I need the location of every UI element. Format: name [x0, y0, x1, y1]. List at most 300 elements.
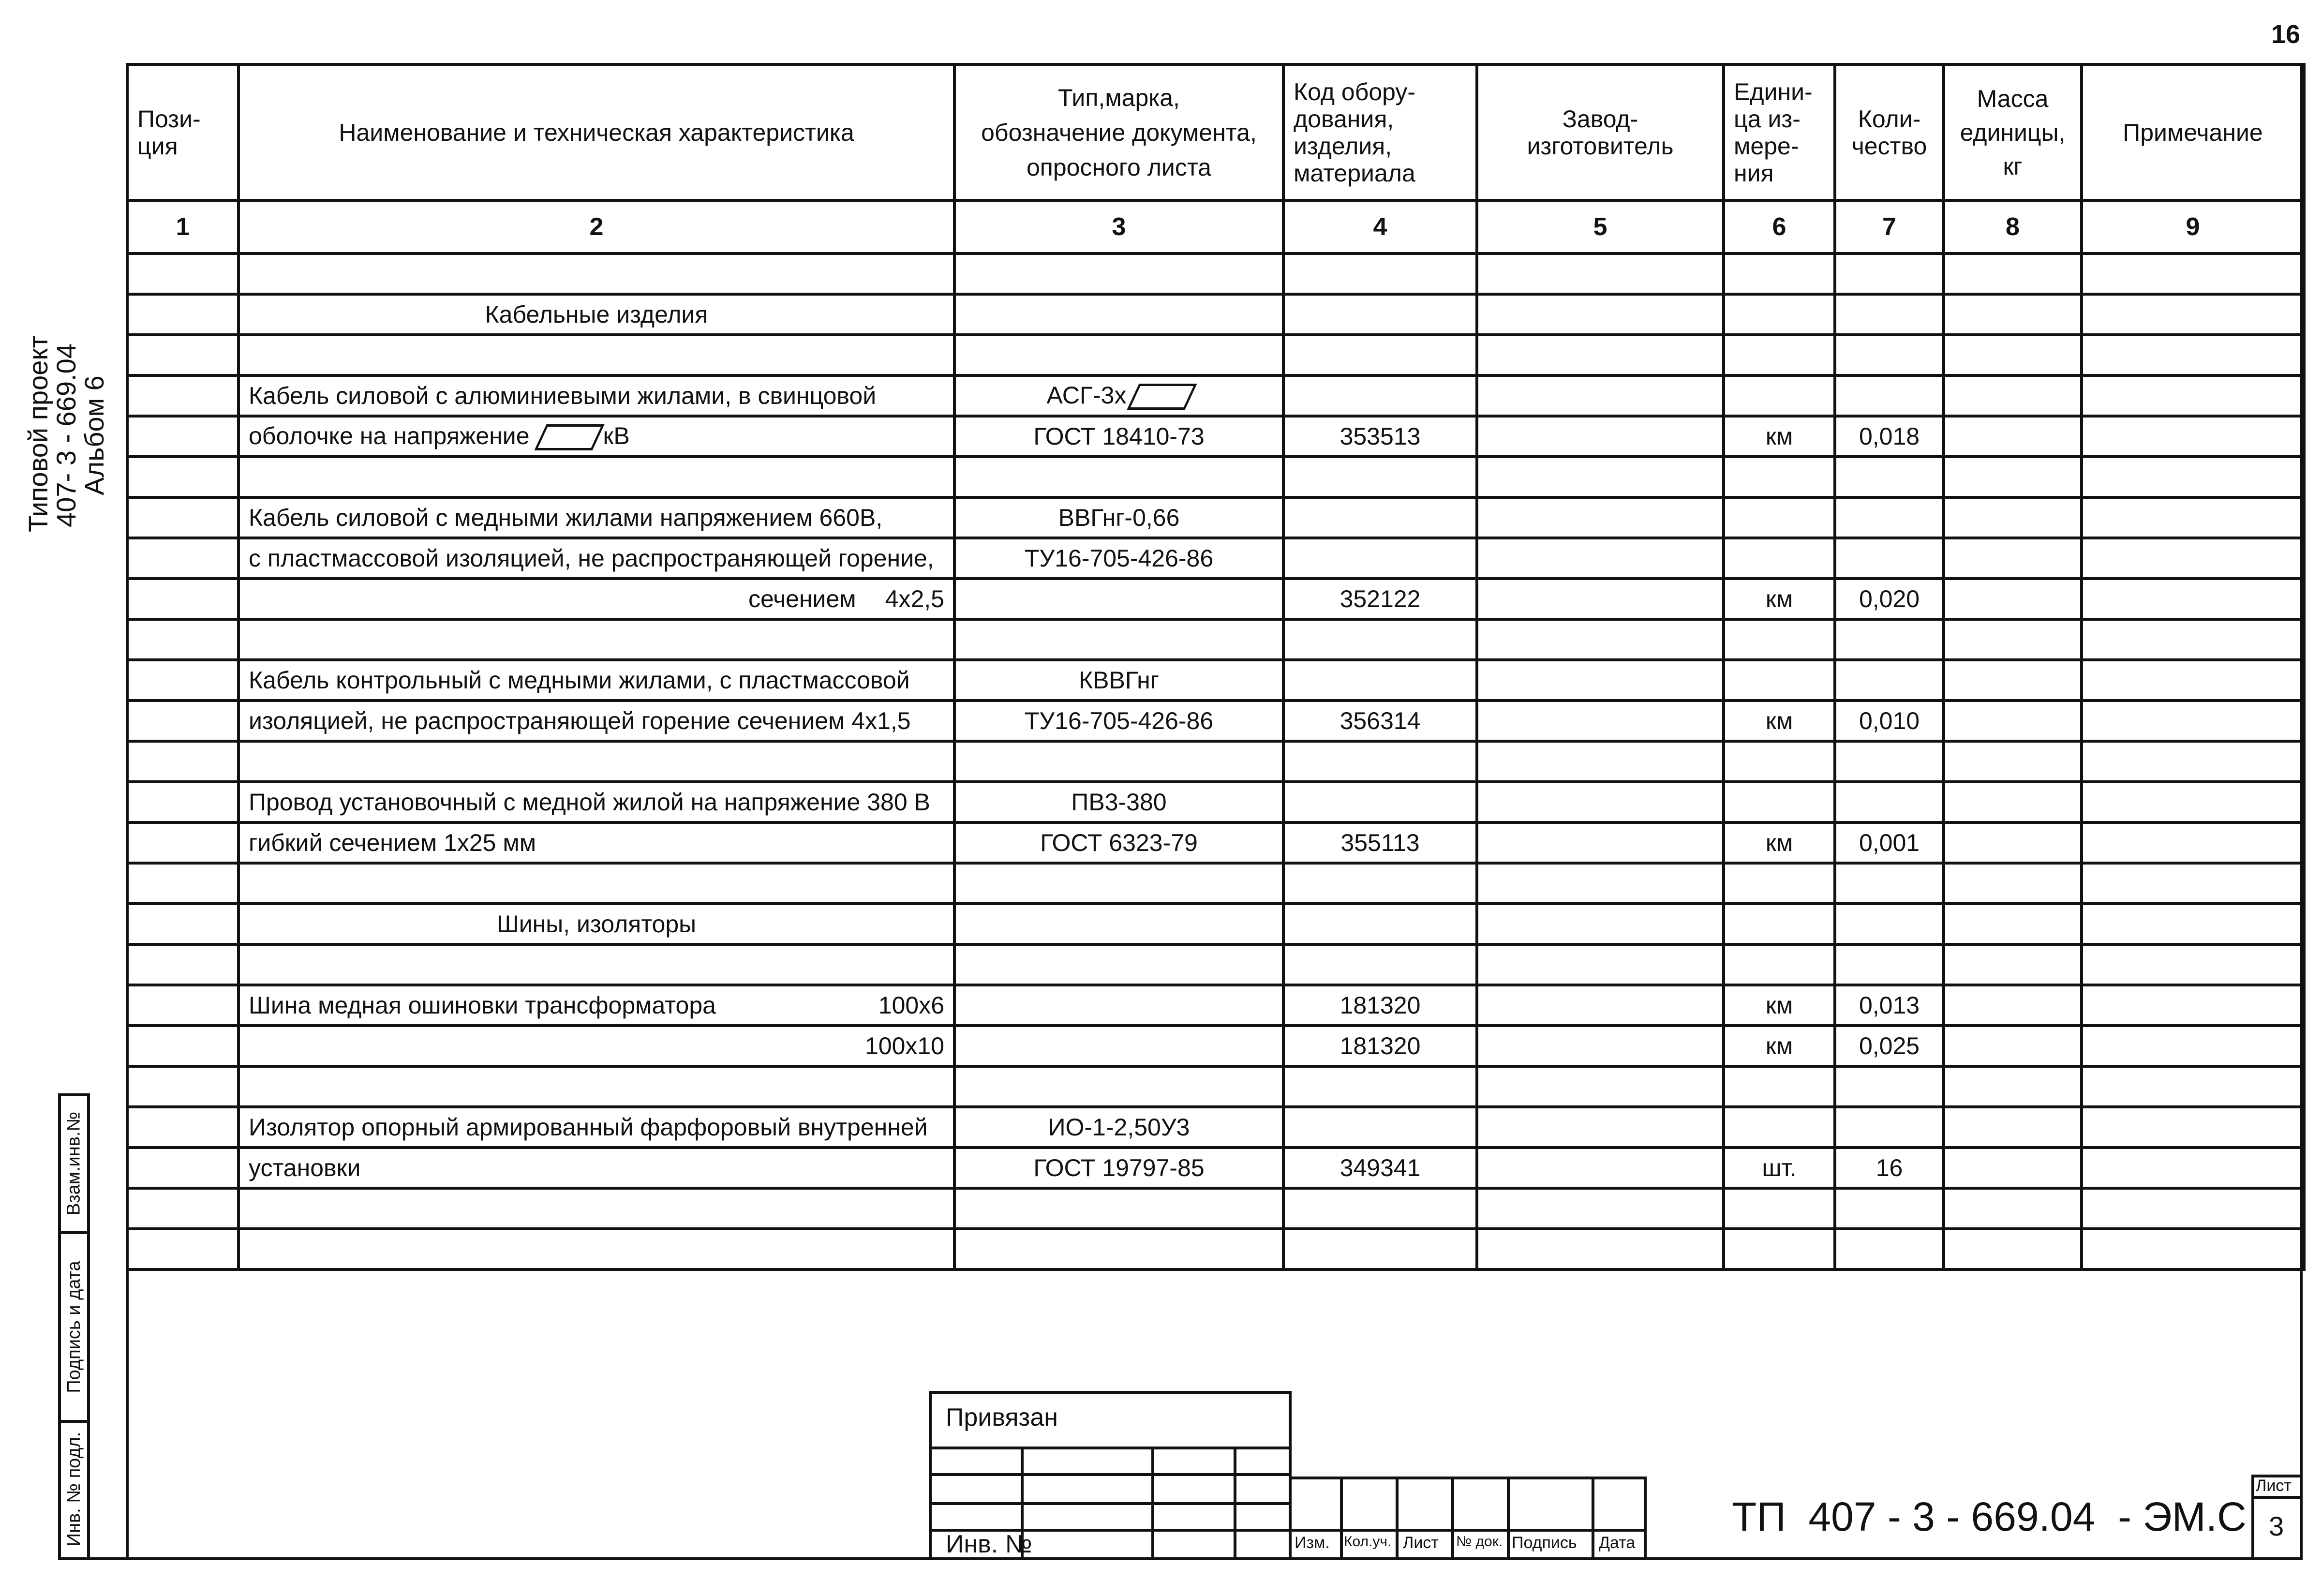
cell-plant: [1477, 741, 1724, 782]
stamp-vzam-inv: Взам.инв.№: [63, 1111, 84, 1216]
table-row: [127, 1229, 2304, 1269]
cell-name-main: Кабель силовой с алюминиевыми жилами, в свинцовой: [249, 382, 877, 409]
table-row: [127, 335, 2304, 375]
cell-mass: [1944, 619, 2082, 660]
cell-unit: [1724, 782, 1835, 822]
table-row: [127, 619, 2304, 660]
cell-type: [954, 944, 1283, 985]
cell-plant: [1477, 619, 1724, 660]
cell-note: [2082, 579, 2304, 619]
cell-position: [127, 863, 238, 904]
cell-qty: 0,013: [1835, 985, 1944, 1026]
cell-mass: [1944, 822, 2082, 863]
cell-code: [1283, 457, 1477, 497]
cell-qty: 0,020: [1835, 579, 1944, 619]
cell-unit: [1724, 1066, 1835, 1107]
cell-type-text: ТУ16-705-426-86: [1024, 707, 1214, 734]
cell-type-text: ГОСТ 6323-79: [1040, 829, 1198, 856]
cell-plant: [1477, 457, 1724, 497]
stamp-inv-podl: Инв. № подл.: [64, 1432, 84, 1547]
cell-note: [2082, 416, 2304, 457]
table-row: [127, 944, 2304, 985]
cell-unit: [1724, 375, 1835, 416]
inv-no-label: Инв. №: [946, 1530, 1032, 1558]
cell-name: [238, 254, 954, 294]
cell-position: [127, 660, 238, 701]
cell-note: [2082, 619, 2304, 660]
col-header-qty: Коли- чество: [1835, 64, 1944, 200]
cell-name: [238, 1107, 954, 1148]
col-header-plant: Завод- изготовитель: [1477, 64, 1724, 200]
cell-type: [954, 701, 1283, 741]
table-row: [127, 863, 2304, 904]
cell-name: [238, 701, 954, 741]
col-header-mass: Масса единицы, кг: [1944, 64, 2082, 200]
cell-name-main: с пластмассовой изоляцией, не распространяющей горение,: [249, 545, 934, 572]
cell-name: [238, 1066, 954, 1107]
col-num-1: 1: [127, 200, 238, 254]
cell-qty: [1835, 294, 1944, 335]
cell-mass: [1944, 701, 2082, 741]
cell-note: [2082, 904, 2304, 944]
cell-plant: [1477, 822, 1724, 863]
cell-code: [1283, 1066, 1477, 1107]
cell-plant: [1477, 416, 1724, 457]
cell-note: [2082, 1026, 2304, 1066]
cell-type: [954, 1188, 1283, 1229]
cell-code: [1283, 254, 1477, 294]
cell-position: [127, 904, 238, 944]
change-col-list: Лист: [1403, 1534, 1439, 1552]
change-col-data: Дата: [1599, 1534, 1636, 1552]
cell-plant: [1477, 579, 1724, 619]
cell-type: [954, 335, 1283, 375]
table-row: [127, 497, 2304, 538]
cell-plant: [1477, 985, 1724, 1026]
table-row: [127, 660, 2304, 701]
cell-note: [2082, 782, 2304, 822]
cell-type: [954, 538, 1283, 579]
cell-qty: 0,001: [1835, 822, 1944, 863]
col-header-name: Наименование и техническая характеристика: [238, 64, 954, 200]
cell-mass: [1944, 294, 2082, 335]
cell-qty: [1835, 1107, 1944, 1148]
cell-name-main: Шина медная ошиновки трансформатора: [249, 992, 716, 1019]
cell-mass: [1944, 1229, 2082, 1269]
cell-name-main: изоляцией, не распространяющей горение сечением 4х1,5: [249, 707, 911, 734]
cell-name: [238, 782, 954, 822]
cell-mass: [1944, 416, 2082, 457]
cell-qty: [1835, 457, 1944, 497]
cell-code: 181320: [1283, 985, 1477, 1026]
cell-type-text: ГОСТ 19797-85: [1033, 1154, 1205, 1181]
cell-position: [127, 1188, 238, 1229]
cell-qty: [1835, 538, 1944, 579]
table-row: [127, 294, 2304, 335]
cell-code: [1283, 944, 1477, 985]
cell-mass: [1944, 1026, 2082, 1066]
cell-qty: [1835, 1066, 1944, 1107]
cell-qty: [1835, 944, 1944, 985]
cell-type-text: ТУ16-705-426-86: [1024, 545, 1214, 572]
col-header-code: Код обору- дования, изделия, материала: [1283, 64, 1477, 200]
cell-unit: [1724, 254, 1835, 294]
table-row: [127, 457, 2304, 497]
cell-name: [238, 1188, 954, 1229]
cell-mass: [1944, 660, 2082, 701]
cell-type-text: КВВГнг: [1079, 667, 1159, 694]
cell-note: [2082, 254, 2304, 294]
cell-code: 352122: [1283, 579, 1477, 619]
col-num-2: 2: [238, 200, 954, 254]
cell-type: [954, 863, 1283, 904]
cell-qty: 0,010: [1835, 701, 1944, 741]
cell-type-text: ПВ3-380: [1071, 789, 1167, 816]
cell-plant: [1477, 904, 1724, 944]
change-col-koluch: Кол.уч.: [1344, 1534, 1392, 1550]
cell-mass: [1944, 375, 2082, 416]
table-row: [127, 904, 2304, 944]
cell-name-suffix: кВ: [603, 422, 630, 449]
document-designation: ТП 407 - 3 - 669.04 - ЭМ.С: [1732, 1494, 2247, 1539]
cell-position: [127, 944, 238, 985]
cell-type: [954, 416, 1283, 457]
cell-name-main: Кабель силовой с медными жилами напряжением 660В,: [249, 504, 883, 531]
cell-code: 353513: [1283, 416, 1477, 457]
cell-mass: [1944, 904, 2082, 944]
cell-unit: шт.: [1724, 1148, 1835, 1188]
cell-position: [127, 254, 238, 294]
cell-code: [1283, 538, 1477, 579]
cell-unit: км: [1724, 822, 1835, 863]
cell-name-suffix: 100х6: [878, 992, 944, 1019]
cell-name: [238, 375, 954, 416]
cell-plant: [1477, 1066, 1724, 1107]
side-title-line-1: Типовой проект: [23, 335, 53, 532]
table-row: [127, 1026, 2304, 1066]
table-row: [127, 701, 2304, 741]
cell-position: [127, 538, 238, 579]
cell-type-text: ВВГнг-0,66: [1058, 504, 1180, 531]
cell-type: [954, 741, 1283, 782]
cell-unit: км: [1724, 579, 1835, 619]
cell-plant: [1477, 1026, 1724, 1066]
table-row: [127, 1188, 2304, 1229]
cell-position: [127, 457, 238, 497]
cell-type: [954, 1026, 1283, 1066]
cell-unit: км: [1724, 1026, 1835, 1066]
cell-position: [127, 1229, 238, 1269]
cell-mass: [1944, 335, 2082, 375]
cell-unit: [1724, 294, 1835, 335]
cell-position: [127, 375, 238, 416]
cell-position: [127, 1148, 238, 1188]
cell-unit: [1724, 335, 1835, 375]
col-header-pos: Пози- ция: [127, 64, 238, 200]
table-row: [127, 416, 2304, 457]
cell-code: [1283, 335, 1477, 375]
cell-type: [954, 1107, 1283, 1148]
cell-name-main: Кабель контрольный с медными жилами, с пластмассовой: [249, 667, 910, 694]
col-header-type: Тип,марка, обозначение документа, опросного листа: [954, 64, 1283, 200]
cell-type: [954, 294, 1283, 335]
cell-note: [2082, 1229, 2304, 1269]
cell-name: [238, 619, 954, 660]
cell-position: [127, 497, 238, 538]
cell-type: [954, 619, 1283, 660]
cell-note: [2082, 538, 2304, 579]
cell-qty: [1835, 660, 1944, 701]
cell-name-main: оболочке на напряжение: [249, 422, 530, 449]
cell-note: [2082, 1066, 2304, 1107]
sheet-label: Лист: [2256, 1477, 2292, 1495]
cell-type: [954, 375, 1283, 416]
cell-mass: [1944, 1066, 2082, 1107]
cell-mass: [1944, 1148, 2082, 1188]
cell-unit: [1724, 497, 1835, 538]
cell-qty: [1835, 375, 1944, 416]
cell-unit: [1724, 538, 1835, 579]
cell-plant: [1477, 1148, 1724, 1188]
cell-code: [1283, 863, 1477, 904]
cell-code: [1283, 782, 1477, 822]
cell-note: [2082, 660, 2304, 701]
cell-unit: км: [1724, 985, 1835, 1026]
cell-name: [238, 660, 954, 701]
cell-plant: [1477, 335, 1724, 375]
cell-position: [127, 1066, 238, 1107]
table-row: [127, 822, 2304, 863]
change-col-ndok: № док.: [1456, 1534, 1503, 1550]
change-col-izm: Изм.: [1295, 1534, 1330, 1552]
cell-type-text: АСГ-3х: [1046, 381, 1127, 409]
side-title-line-3: Альбом 6: [79, 375, 109, 495]
side-project-title: [23, 335, 111, 532]
cell-position: [127, 335, 238, 375]
cell-name: [238, 497, 954, 538]
page-number: 16: [2271, 20, 2300, 49]
cell-position: [127, 579, 238, 619]
table-row: [127, 1148, 2304, 1188]
cell-plant: [1477, 701, 1724, 741]
cell-code: 181320: [1283, 1026, 1477, 1066]
cell-note: [2082, 863, 2304, 904]
col-num-6: 6: [1724, 200, 1835, 254]
cell-note: [2082, 497, 2304, 538]
cell-qty: [1835, 335, 1944, 375]
cell-qty: [1835, 497, 1944, 538]
cell-code: [1283, 1107, 1477, 1148]
cell-qty: [1835, 619, 1944, 660]
cell-name: [238, 1229, 954, 1269]
cell-position: [127, 822, 238, 863]
cell-type: [954, 782, 1283, 822]
table-row: [127, 538, 2304, 579]
table-row: [127, 1107, 2304, 1148]
privyazan-label: Привязан: [946, 1403, 1058, 1432]
cell-name: [238, 335, 954, 375]
cell-plant: [1477, 497, 1724, 538]
cell-plant: [1477, 254, 1724, 294]
cell-unit: км: [1724, 701, 1835, 741]
cell-name: [238, 944, 954, 985]
col-num-5: 5: [1477, 200, 1724, 254]
cell-name-main: установки: [249, 1154, 361, 1181]
cell-code: [1283, 741, 1477, 782]
col-num-4: 4: [1283, 200, 1477, 254]
cell-position: [127, 985, 238, 1026]
cell-name-main: Изолятор опорный армированный фарфоровый внутренней: [249, 1114, 928, 1141]
cell-note: [2082, 294, 2304, 335]
cell-unit: [1724, 1229, 1835, 1269]
cell-code: 349341: [1283, 1148, 1477, 1188]
cell-name: [238, 822, 954, 863]
specification-table: [126, 63, 2306, 1271]
cell-name-main: Провод установочный с медной жилой на напряжение 380 В: [249, 789, 930, 816]
cell-name: [238, 457, 954, 497]
cell-name-main: гибкий сечением 1х25 мм: [249, 829, 536, 856]
cell-mass: [1944, 579, 2082, 619]
cell-plant: [1477, 863, 1724, 904]
change-col-podpis: Подпись: [1512, 1534, 1577, 1552]
cell-mass: [1944, 497, 2082, 538]
blank-section-field: [1127, 384, 1197, 410]
cell-unit: [1724, 944, 1835, 985]
cell-note: [2082, 1188, 2304, 1229]
cell-type: [954, 579, 1283, 619]
cell-type: [954, 1148, 1283, 1188]
cell-position: [127, 782, 238, 822]
cell-note: [2082, 944, 2304, 985]
cell-note: [2082, 822, 2304, 863]
cell-note: [2082, 375, 2304, 416]
cell-note: [2082, 985, 2304, 1026]
cell-qty: [1835, 254, 1944, 294]
cell-unit: [1724, 863, 1835, 904]
cell-note: [2082, 741, 2304, 782]
column-number-row: [127, 200, 2304, 254]
cell-qty: [1835, 741, 1944, 782]
cell-qty: [1835, 1229, 1944, 1269]
cell-code: 355113: [1283, 822, 1477, 863]
cell-mass: [1944, 741, 2082, 782]
cell-qty: 0,025: [1835, 1026, 1944, 1066]
cell-note: [2082, 335, 2304, 375]
cell-note: [2082, 1148, 2304, 1188]
cell-name: [238, 985, 954, 1026]
cell-qty: 16: [1835, 1148, 1944, 1188]
cell-name: [238, 579, 954, 619]
cell-type: [954, 497, 1283, 538]
cell-name: [238, 1148, 954, 1188]
cell-type: [954, 254, 1283, 294]
cell-note: [2082, 1107, 2304, 1148]
cell-position: [127, 294, 238, 335]
header-row: [127, 64, 2304, 200]
cell-unit: [1724, 741, 1835, 782]
cell-type-text: ИО-1-2,50У3: [1048, 1114, 1190, 1141]
cell-code: [1283, 497, 1477, 538]
cell-mass: [1944, 1107, 2082, 1148]
cell-plant: [1477, 782, 1724, 822]
table-row: [127, 254, 2304, 294]
cell-name: Кабельные изделия: [238, 294, 954, 335]
cell-mass: [1944, 457, 2082, 497]
cell-type: [954, 660, 1283, 701]
cell-plant: [1477, 1229, 1724, 1269]
cell-unit: [1724, 660, 1835, 701]
cell-code: [1283, 904, 1477, 944]
cell-mass: [1944, 863, 2082, 904]
cell-code: [1283, 619, 1477, 660]
cell-position: [127, 619, 238, 660]
cell-position: [127, 741, 238, 782]
cell-unit: [1724, 1188, 1835, 1229]
cell-unit: [1724, 619, 1835, 660]
cell-name: [238, 863, 954, 904]
cell-qty: [1835, 1188, 1944, 1229]
cell-note: [2082, 457, 2304, 497]
cell-plant: [1477, 294, 1724, 335]
col-num-3: 3: [954, 200, 1283, 254]
cell-code: [1283, 1229, 1477, 1269]
cell-code: [1283, 294, 1477, 335]
table-row: [127, 579, 2304, 619]
cell-name-suffix: 4х2,5: [885, 585, 944, 612]
side-title-line-2: 407- 3 - 669.04: [51, 343, 81, 527]
cell-mass: [1944, 985, 2082, 1026]
cell-name: [238, 416, 954, 457]
cell-name-main: сечением: [748, 585, 856, 612]
cell-position: [127, 1107, 238, 1148]
cell-mass: [1944, 944, 2082, 985]
cell-type: [954, 985, 1283, 1026]
cell-unit: км: [1724, 416, 1835, 457]
table-row: [127, 782, 2304, 822]
cell-position: [127, 701, 238, 741]
cell-type: [954, 904, 1283, 944]
cell-mass: [1944, 1188, 2082, 1229]
col-num-9: 9: [2082, 200, 2304, 254]
cell-code: [1283, 1188, 1477, 1229]
cell-type: [954, 1066, 1283, 1107]
cell-type: [954, 822, 1283, 863]
cell-note: [2082, 701, 2304, 741]
cell-plant: [1477, 660, 1724, 701]
cell-position: [127, 1026, 238, 1066]
cell-plant: [1477, 944, 1724, 985]
blank-voltage-field: [534, 424, 604, 450]
cell-name: [238, 741, 954, 782]
cell-plant: [1477, 1188, 1724, 1229]
cell-name: [238, 538, 954, 579]
col-header-note: Примечание: [2082, 64, 2304, 200]
cell-position: [127, 416, 238, 457]
cell-name-suffix: 100х10: [864, 1032, 944, 1059]
sheet-number: 3: [2269, 1511, 2284, 1541]
table-row: [127, 985, 2304, 1026]
cell-type-text: ГОСТ 18410-73: [1033, 423, 1205, 450]
cell-type: [954, 1229, 1283, 1269]
cell-mass: [1944, 254, 2082, 294]
cell-plant: [1477, 1107, 1724, 1148]
cell-type: [954, 457, 1283, 497]
cell-code: 356314: [1283, 701, 1477, 741]
cell-qty: 0,018: [1835, 416, 1944, 457]
stamp-podpis-data: Подпись и дата: [64, 1261, 84, 1393]
cell-mass: [1944, 538, 2082, 579]
col-num-8: 8: [1944, 200, 2082, 254]
